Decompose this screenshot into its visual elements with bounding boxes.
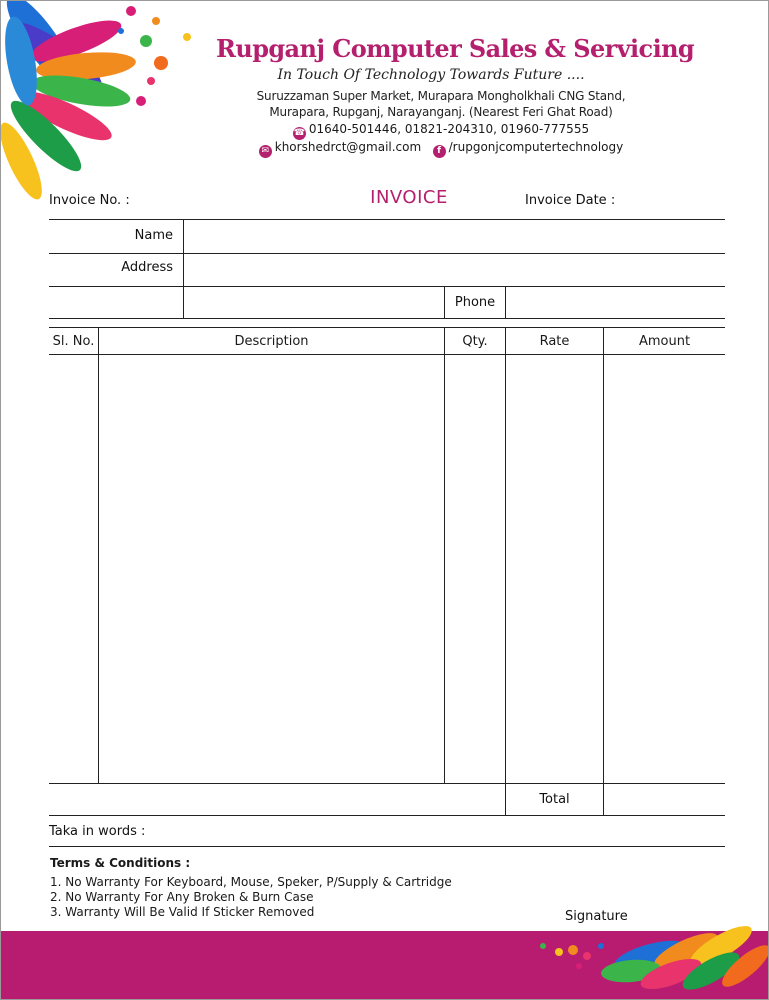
divider	[444, 327, 445, 783]
divider	[49, 846, 725, 847]
petal-decoration-top-left	[1, 1, 201, 201]
invoice-number-label: Invoice No. :	[49, 193, 130, 208]
petal-decoration-bottom-right	[521, 926, 769, 1000]
divider	[49, 327, 725, 328]
phone-row	[201, 122, 681, 140]
invoice-title: INVOICE	[370, 187, 448, 208]
divider	[49, 286, 725, 287]
divider	[49, 219, 725, 220]
divider	[49, 354, 725, 355]
phone-label: Phone	[454, 295, 496, 310]
term-item: 3. Warranty Will Be Valid If Sticker Removed	[50, 905, 315, 919]
signature-label: Signature	[565, 909, 628, 924]
phone-icon: ☎	[293, 128, 305, 138]
divider	[603, 327, 604, 815]
company-tagline: In Touch Of Technology Towards Future ....	[277, 67, 585, 83]
company-name: Rupganj Computer Sales & Servicing	[216, 34, 695, 63]
term-item: 2. No Warranty For Any Broken & Burn Case	[50, 890, 314, 904]
address-line-1: Suruzzaman Super Market, Murapara Mongholkhali CNG Stand,	[256, 89, 626, 103]
divider	[98, 327, 99, 783]
invoice-date-label: Invoice Date :	[525, 193, 616, 208]
phone-numbers: 01640-501446, 01821-204310, 01960-777555	[308, 122, 590, 136]
column-header-sl-no: Sl. No.	[52, 334, 95, 349]
petal-decoration-icon	[540, 926, 769, 997]
petal-decoration-icon	[1, 1, 191, 201]
total-label: Total	[539, 792, 570, 807]
divider	[49, 815, 725, 816]
column-header-qty: Qty.	[462, 334, 488, 349]
terms-title: Terms & Conditions :	[50, 856, 191, 870]
divider	[183, 219, 184, 318]
name-label: Name	[134, 228, 173, 243]
column-header-amount: Amount	[638, 334, 691, 349]
divider	[505, 286, 506, 318]
email-address: khorshedrct@gmail.com	[274, 140, 422, 154]
divider	[49, 783, 725, 784]
facebook-page: /rupgonjcomputertechnology	[448, 140, 624, 154]
facebook-icon: f	[433, 145, 446, 158]
term-item: 1. No Warranty For Keyboard, Mouse, Speker, P/Supply & Cartridge	[50, 875, 452, 889]
divider	[49, 318, 725, 319]
contact-row	[201, 140, 681, 158]
address-label: Address	[121, 260, 173, 275]
address-line-2: Murapara, Rupganj, Narayanganj. (Nearest Feri Ghat Road)	[269, 105, 613, 119]
column-header-description: Description	[234, 334, 309, 349]
taka-in-words-label: Taka in words :	[49, 824, 146, 839]
column-header-rate: Rate	[539, 334, 570, 349]
divider	[49, 253, 725, 254]
email-icon: ✉	[259, 145, 272, 158]
divider	[505, 327, 506, 815]
